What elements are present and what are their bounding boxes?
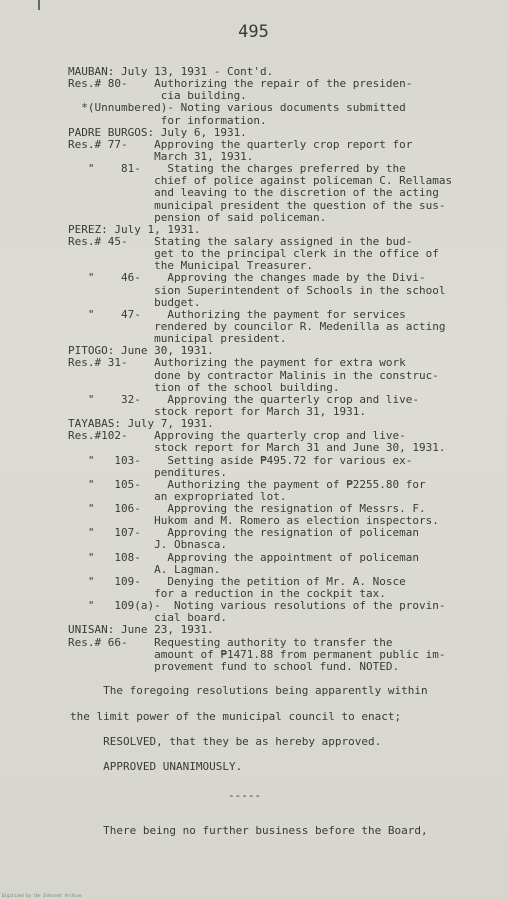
document-line: get to the principal clerk in the office of (68, 247, 439, 261)
document-line: an expropriated lot. (68, 489, 287, 503)
resolutions-list (68, 66, 458, 673)
document-line: MAUBAN: July 13, 1931 - Cont'd. (68, 65, 274, 78)
page-number: 495 (238, 22, 269, 42)
document-line: " 105- Authorizing the payment of ₱2255.80 for (68, 477, 426, 491)
closing-paragraph-2: the limit power of the municipal council to enact; (70, 710, 402, 723)
document-line: provement fund to school fund. NOTED. (68, 659, 400, 673)
document-line: penditures. (68, 465, 227, 479)
document-line: " 103- Setting aside ₱495.72 for various ex- (68, 453, 413, 467)
document-line: Res.# 45- Stating the salary assigned in the bud- (68, 234, 413, 248)
document-line: Hukom and M. Romero as election inspectors. (68, 514, 439, 528)
document-line: municipal president the question of the sus- (68, 198, 446, 212)
document-line: Res.#102- Approving the quarterly crop and live- (68, 429, 406, 443)
document-line: pension of said policeman. (68, 210, 327, 224)
document-line: PITOGO: June 30, 1931. (68, 344, 214, 358)
document-line: municipal president. (68, 332, 287, 346)
document-line: budget. (68, 295, 201, 309)
document-line: *(Unnumbered)- Noting various documents submitted (68, 101, 406, 115)
document-line: " 109(a)- Noting various resolutions of the provin- (68, 599, 446, 613)
document-line: and leaving to the discretion of the acting (68, 186, 439, 200)
document-line: " 107- Approving the resignation of policeman (68, 526, 419, 540)
document-line: cial board. (68, 611, 227, 625)
document-line: Res.# 77- Approving the quarterly crop report for (68, 137, 413, 151)
section-divider: ----- (228, 789, 262, 802)
document-line: " 108- Approving the appointment of policeman (68, 550, 419, 564)
document-line: tion of the school building. (68, 380, 340, 394)
document-line: rendered by councilor R. Medenilla as acting (68, 319, 446, 333)
document-line: PADRE BURGOS: July 6, 1931. (68, 125, 247, 139)
binding-mark (38, 0, 40, 10)
resolved-line: RESOLVED, that they be as hereby approved. (70, 735, 382, 748)
document-line: for a reduction in the cockpit tax. (68, 587, 386, 601)
document-line: J. Obnasca. (68, 538, 227, 552)
document-line: done by contractor Malinis in the construc- (68, 368, 439, 382)
footer-watermark: Digitized by the Internet Archive (2, 893, 82, 898)
document-line: chief of police against policeman C. Rellamas (68, 174, 453, 188)
document-line: stock report for March 31 and June 30, 1931. (68, 441, 446, 455)
document-line: " 109- Denying the petition of Mr. A. Nosce (68, 574, 406, 588)
document-line: Res.# 31- Authorizing the payment for extra work (68, 356, 406, 370)
document-line: Res.# 66- Requesting authority to transfer the (68, 635, 393, 649)
document-line: " 32- Approving the quarterly crop and live- (68, 392, 419, 406)
document-line: sion Superintendent of Schools in the school (68, 283, 446, 297)
document-line: the Municipal Treasurer. (68, 259, 314, 273)
document-line: March 31, 1931. (68, 149, 254, 163)
document-line: UNISAN: June 23, 1931. (68, 623, 214, 637)
document-line: " 81- Stating the charges preferred by the (68, 162, 406, 176)
closing-paragraph-1: The foregoing resolutions being apparently within (70, 684, 428, 697)
document-line: for information. (68, 113, 267, 127)
document-line: " 47- Authorizing the payment for services (68, 307, 406, 321)
document-line: Res.# 80- Authorizing the repair of the presiden- (68, 77, 413, 91)
final-line: There being no further business before the Board, (70, 824, 428, 837)
document-line: amount of ₱1471.88 from permanent public im- (68, 647, 446, 661)
document-line: stock report for March 31, 1931. (68, 404, 367, 418)
document-line: A. Lagman. (68, 562, 221, 576)
document-line: TAYABAS: July 7, 1931. (68, 417, 214, 431)
document-line: PEREZ: July 1, 1931. (68, 222, 201, 236)
approved-line: APPROVED UNANIMOUSLY. (70, 760, 243, 773)
document-line: " 46- Approving the changes made by the Divi- (68, 271, 426, 285)
document-line: " 106- Approving the resignation of Messrs. F. (68, 502, 426, 516)
document-line: cia building. (68, 89, 247, 103)
